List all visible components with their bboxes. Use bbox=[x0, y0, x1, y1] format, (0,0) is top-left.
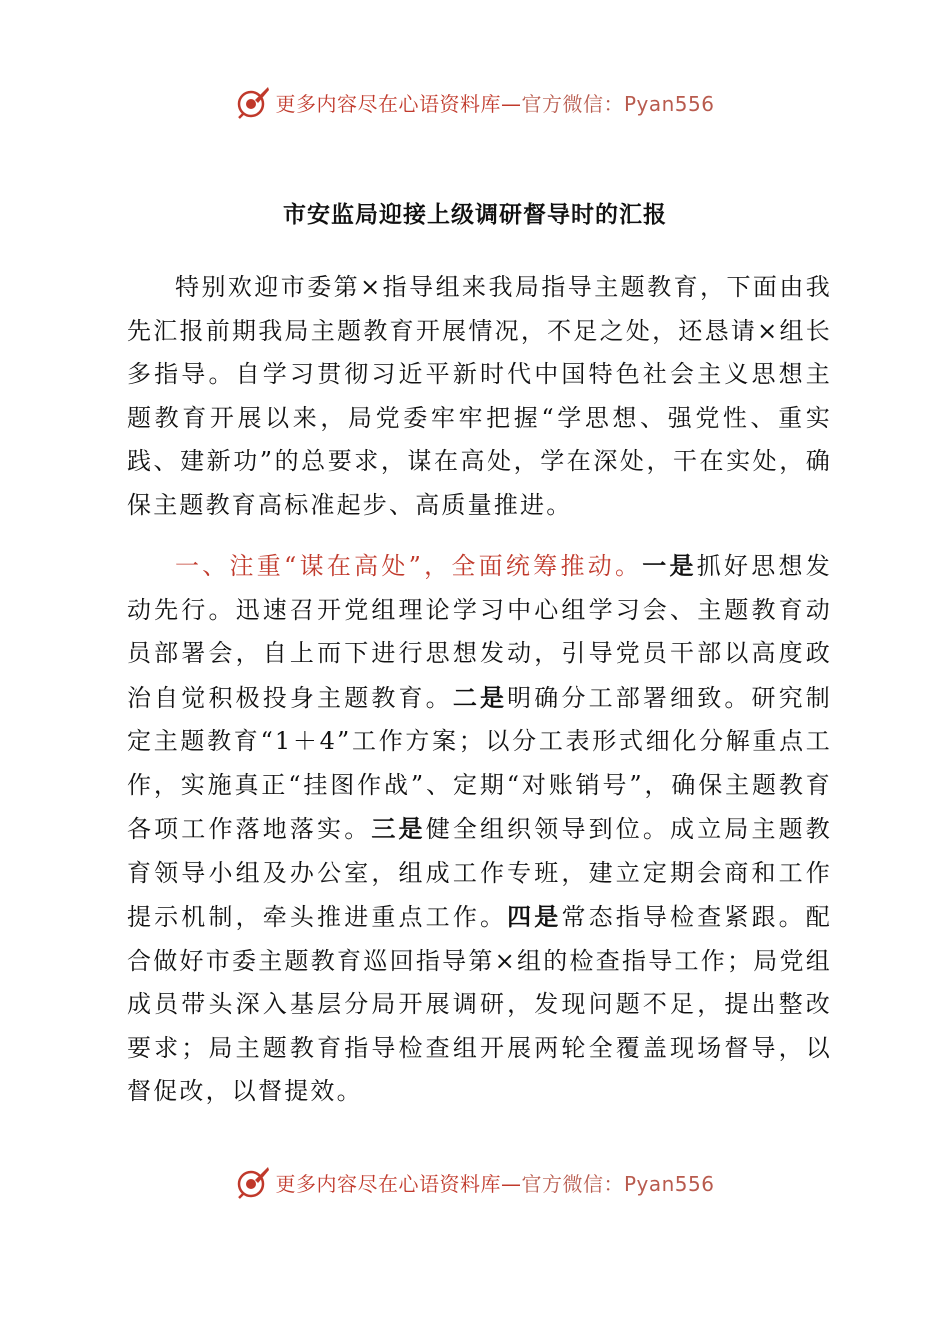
quill-seal-icon bbox=[235, 1164, 271, 1200]
point-3-lead: 三是 bbox=[371, 814, 426, 843]
document-title: 市安监局迎接上级调研督导时的汇报 bbox=[283, 201, 667, 228]
header-watermark bbox=[0, 80, 950, 124]
watermark-text: 更多内容尽在心语资料库—官方微信：Pyan556 bbox=[275, 91, 715, 116]
point-1-text: 抓好思想发动先行。迅速召开党组理论学习中心组学习会、主题教育动员部署会，自上而下进行思想发动，引导党员干部以高度政治自觉积极投身主题教育。 bbox=[127, 552, 833, 712]
point-4-text: 常态指导检查紧跟。配合做好市委主题教育巡回指导第×组的检查指导工作；局党组成员带头深入基层分局开展调研，发现问题不足，提出整改要求；局主题教育指导检查组开展两轮全覆盖现场督导，以督促改，以督提效。 bbox=[127, 903, 832, 1105]
point-3-text: 健全组织领导到位。成立局主题教育领导小组及办公室，组成工作专班，建立定期会商和工作提示机制，牵头推进重点工作。 bbox=[127, 815, 833, 931]
point-2-text: 明确分工部署细致。研究制定主题教育“1＋4”工作方案；以分工表形式细化分解重点工作，实施真正“挂图作战”、定期“对账销号”，确保主题教育各项工作落地落实。 bbox=[127, 683, 833, 843]
section-1-heading: 一、注重“谋在高处”，全面统筹推动。 bbox=[175, 552, 643, 580]
document-body bbox=[127, 266, 832, 1114]
point-1-lead: 一是 bbox=[642, 551, 697, 580]
intro-paragraph: 特别欢迎市委第×指导组来我局指导主题教育，下面由我先汇报前期我局主题教育开展情况，不足之处，还恳请×组长多指导。自学习贯彻习近平新时代中国特色社会主义思想主题教育开展以来，局党委牢牢把握“学思想、强党性、重实践、建新功”的总要求，谋在高处，学在深处，干在实处，确保主题教育高标准起步、高质量推进。 bbox=[127, 273, 832, 519]
watermark-text: 更多内容尽在心语资料库—官方微信：Pyan556 bbox=[275, 1171, 715, 1196]
quill-seal-icon bbox=[235, 84, 271, 120]
point-2-lead: 二是 bbox=[452, 682, 508, 712]
point-4-lead: 四是 bbox=[507, 902, 562, 931]
footer-watermark bbox=[0, 1160, 950, 1204]
section-1-paragraph bbox=[127, 544, 832, 1114]
